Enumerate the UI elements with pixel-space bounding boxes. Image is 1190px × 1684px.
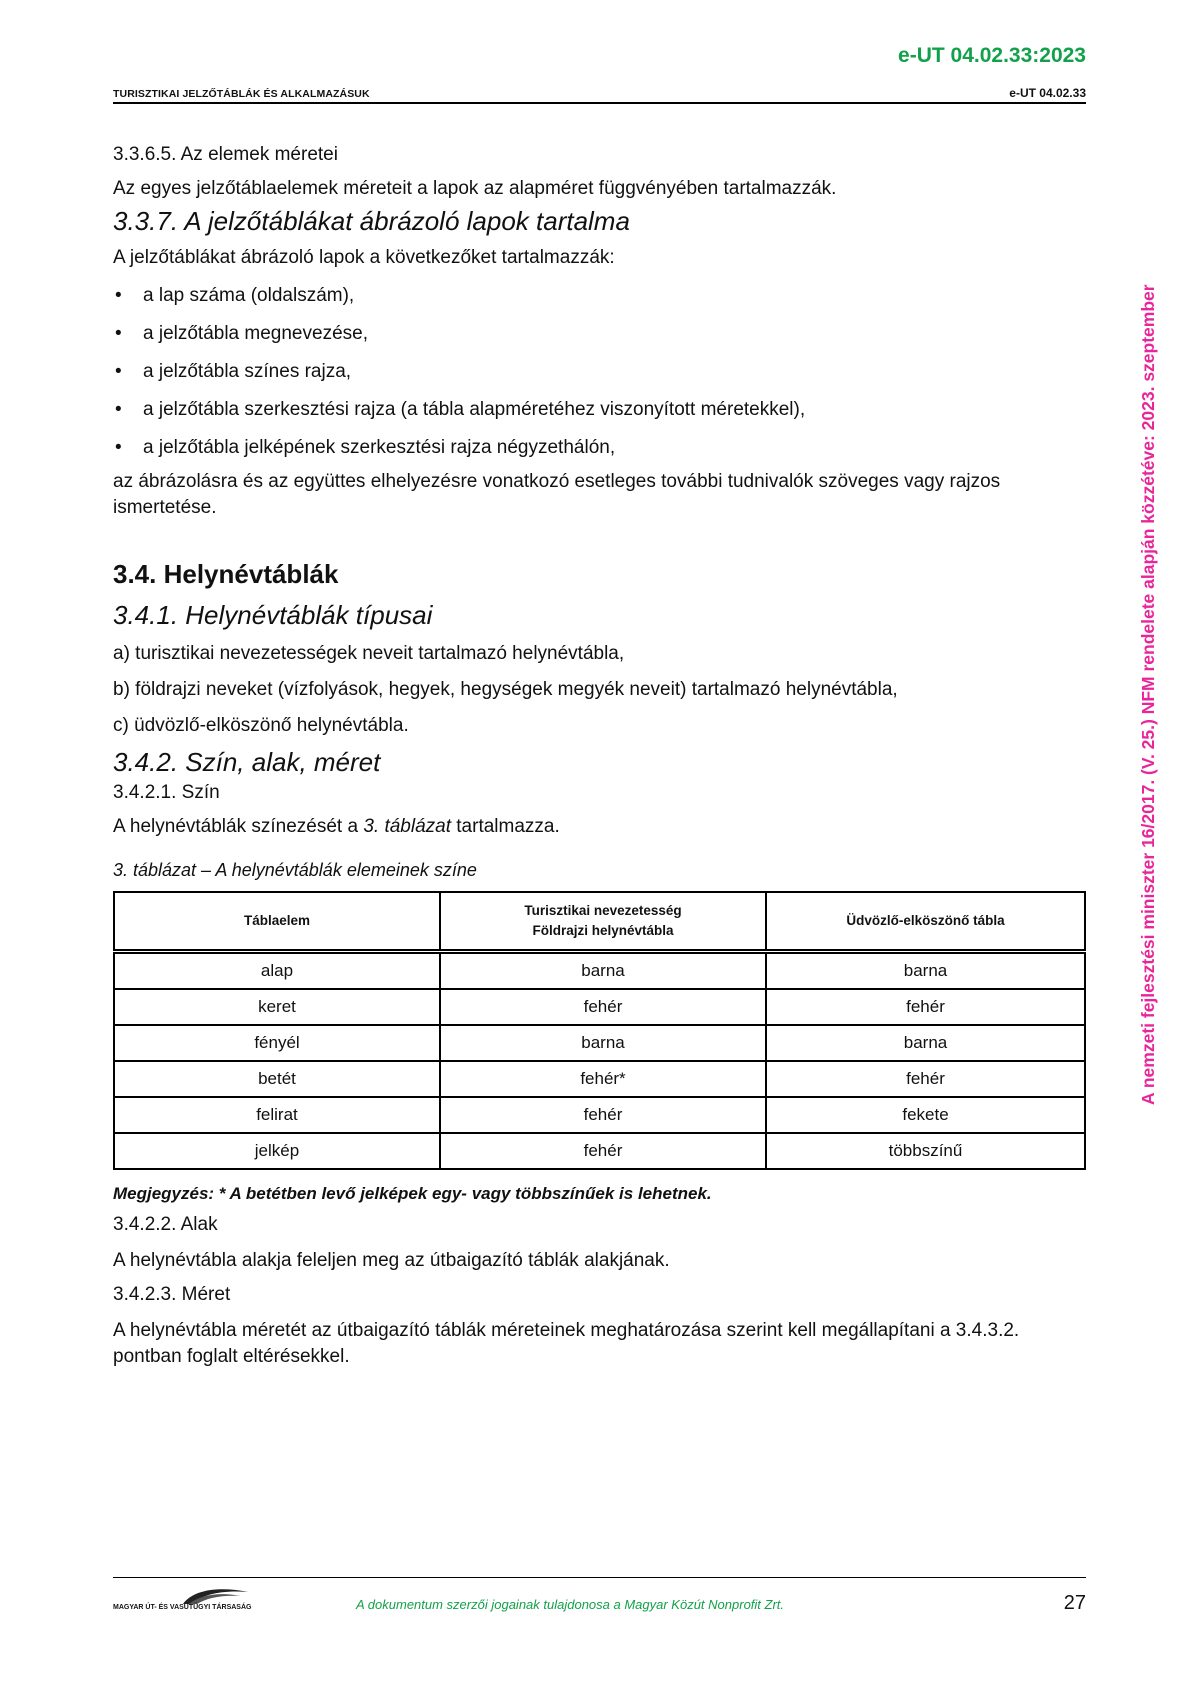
table-row (114, 1061, 1085, 1097)
table-cell: fehér* (440, 1061, 766, 1097)
section-3423-text: A helynévtábla méretét az útbaigazító táblák méreteinek meghatározása szerint kell megállapítani a 3.4.3.2. pontban foglalt eltérésekkel. (113, 1320, 1020, 1367)
footer-rule (113, 1577, 1086, 1578)
section-341-item-b: b) földrajzi neveket (vízfolyások, hegyek, hegységek megyék neveit) tartalmazó helynévtábla, (113, 679, 898, 700)
table-cell: alap (114, 952, 440, 990)
table-cell: többszínű (766, 1133, 1085, 1169)
bullet-icon: • (115, 437, 122, 458)
table-cell: fehér (440, 1133, 766, 1169)
section-337-outro: az ábrázolásra és az együttes elhelyezésre vonatkozó esetleges további tudnivalók szöveges vagy rajzos ismertetése. (113, 471, 1001, 518)
list-item: • a jelzőtábla jelképének szerkesztési rajza négyzethálón, (113, 435, 1086, 473)
table-cell: keret (114, 989, 440, 1025)
section-341-title: 3.4.1. Helynévtáblák típusai (113, 600, 433, 630)
table-header-row (114, 892, 1085, 952)
table-note: Megjegyzés: * A betétben levő jelképek egy- vagy többszínűek is lehetnek. (113, 1184, 712, 1203)
running-header-code: e-UT 04.02.33 (1009, 86, 1086, 100)
table-cell: felirat (114, 1097, 440, 1133)
organization-logo (113, 1586, 263, 1620)
section-3421-title: 3.4.2.1. Szín (113, 782, 220, 803)
section-34-title: 3.4. Helynévtáblák (113, 559, 339, 589)
section-341-item-a: a) turisztikai nevezetességek neveit tartalmazó helynévtábla, (113, 643, 625, 664)
table-caption: 3. táblázat – A helynévtáblák elemeinek színe (113, 860, 477, 880)
column-header: Táblaelem (114, 892, 440, 952)
table-cell: fehér (766, 989, 1085, 1025)
logo-swoosh-icon (113, 1586, 263, 1606)
table-cell: fehér (440, 989, 766, 1025)
color-table (113, 891, 1086, 1170)
section-337-intro: A jelzőtáblákat ábrázoló lapok a következőket tartalmazzák: (113, 247, 615, 268)
section-3421-text: A helynévtáblák színezését a 3. táblázat tartalmazza. (113, 816, 560, 837)
section-3365-title: 3.3.6.5. Az elemek méretei (113, 144, 338, 165)
bullet-icon: • (115, 399, 122, 420)
table-cell: jelkép (114, 1133, 440, 1169)
section-342-title: 3.4.2. Szín, alak, méret (113, 747, 381, 777)
section-341-item-c: c) üdvözlő-elköszönő helynévtábla. (113, 715, 409, 736)
bullet-icon: • (115, 361, 122, 382)
section-337-bullet-list (113, 283, 1086, 473)
table-cell: fényél (114, 1025, 440, 1061)
table-cell: barna (766, 952, 1085, 990)
column-header: Üdvözlő-elköszönő tábla (766, 892, 1085, 952)
table-cell: barna (440, 1025, 766, 1061)
table-cell: fehér (766, 1061, 1085, 1097)
running-header-title: TURISZTIKAI JELZŐTÁBLÁK ÉS ALKALMAZÁSUK (113, 88, 370, 100)
section-3422-title: 3.4.2.2. Alak (113, 1214, 218, 1235)
header-rule (113, 102, 1086, 104)
section-3365-text: Az egyes jelzőtáblaelemek méreteit a lapok az alapméret függvényében tartalmazzák. (113, 178, 837, 199)
table-cell: barna (440, 952, 766, 990)
page-content (113, 144, 1086, 1370)
logo-text: MAGYAR ÚT- ÉS VASÚTÜGYI TÁRSASÁG (113, 1604, 252, 1611)
column-header: Turisztikai nevezetesség Földrajzi helynévtábla (440, 892, 766, 952)
table-cell: barna (766, 1025, 1085, 1061)
publication-side-note: A nemzeti fejlesztési miniszter 16/2017. (V. 25.) NFM rendelete alapján közzétéve: 2023. szeptember (1138, 284, 1158, 1105)
table-cell: fehér (440, 1097, 766, 1133)
list-item: • a lap száma (oldalszám), (113, 283, 1086, 321)
table-row (114, 1025, 1085, 1061)
page-number: 27 (1063, 1592, 1086, 1614)
list-item: • a jelzőtábla megnevezése, (113, 321, 1086, 359)
section-337-title: 3.3.7. A jelzőtáblákat ábrázoló lapok tartalma (113, 206, 630, 236)
table-reference: 3. táblázat (363, 816, 451, 837)
table-row (114, 952, 1085, 990)
table-row (114, 1097, 1085, 1133)
list-item: • a jelzőtábla színes rajza, (113, 359, 1086, 397)
table-row (114, 1133, 1085, 1169)
bullet-icon: • (115, 323, 122, 344)
list-item: • a jelzőtábla szerkesztési rajza (a tábla alapméretéhez viszonyított méretekkel), (113, 397, 1086, 435)
table-cell: betét (114, 1061, 440, 1097)
section-3423-title: 3.4.2.3. Méret (113, 1284, 231, 1305)
table-cell: fekete (766, 1097, 1085, 1133)
table-row (114, 989, 1085, 1025)
footer-copyright: A dokumentum szerzői jogainak tulajdonosa a Magyar Közút Nonprofit Zrt. (356, 1597, 785, 1612)
bullet-icon: • (115, 285, 122, 306)
section-3422-text: A helynévtábla alakja feleljen meg az útbaigazító táblák alakjának. (113, 1250, 670, 1271)
document-code: e-UT 04.02.33:2023 (898, 44, 1086, 67)
